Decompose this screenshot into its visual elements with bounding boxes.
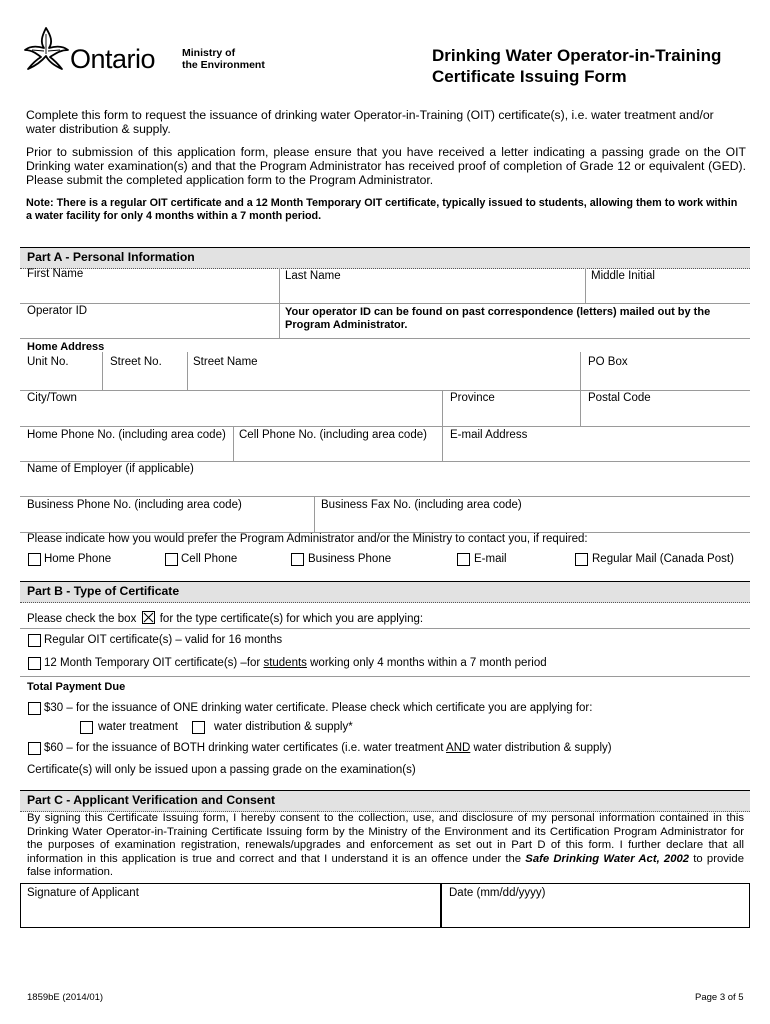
email-field[interactable]: E-mail Address (450, 429, 528, 441)
po-box-field[interactable]: PO Box (588, 356, 628, 368)
date-label: Date (mm/dd/yyyy) (449, 887, 546, 899)
street-no-field[interactable]: Street No. (110, 356, 162, 368)
email-option: E-mail (474, 553, 507, 565)
part-b-header (20, 581, 750, 603)
issued-note: Certificate(s) will only be issued upon a passing grade on the examination(s) (27, 764, 416, 776)
part-c-header (20, 790, 750, 812)
water-treatment-checkbox[interactable] (80, 721, 93, 734)
water-distribution-checkbox[interactable] (192, 721, 205, 734)
email-checkbox[interactable] (457, 553, 470, 566)
unit-no-field[interactable]: Unit No. (27, 356, 69, 368)
cell-phone-field[interactable]: Cell Phone No. (including area code) (239, 429, 427, 441)
intro-note: Note: There is a regular OIT certificate and a 12 Month Temporary OIT certificate, typically issued to students, allowing them to work within a water facility for only 4 months within a 7 month period. (26, 197, 738, 222)
consent-act: Safe Drinking Water Act, 2002 (525, 852, 690, 865)
temporary-oit-checkbox[interactable] (28, 657, 41, 670)
intro-paragraph-1: Complete this form to request the issuance of drinking water Operator-in-Training (OIT) certificate(s), i.e. water treatment and/or water distribution & supply. (26, 108, 714, 136)
logo-wordmark: Ontario (70, 44, 156, 74)
cell-phone-checkbox[interactable] (165, 553, 178, 566)
form-number: 1859bE (2014/01) (27, 992, 104, 1003)
street-name-field[interactable]: Street Name (193, 356, 258, 368)
temp-students: students (263, 657, 307, 669)
pay-60-and: AND (446, 742, 471, 754)
temp-prefix: 12 Month Temporary OIT certificate(s) –for (44, 657, 264, 669)
operator-id-field[interactable]: Operator ID (27, 305, 88, 317)
part-b-title: Part B - Type of Certificate (27, 584, 180, 598)
instruction-suffix: for the type certificate(s) for which you are applying: (159, 613, 424, 625)
pay-30-label: $30 – for the issuance of ONE drinking water certificate. Please check which certificate you are applying for: (44, 702, 593, 714)
part-a-header (20, 247, 750, 269)
pay-60-label (44, 742, 612, 755)
instruction-prefix: Please check the box (27, 613, 137, 625)
total-payment-title: Total Payment Due (27, 681, 126, 693)
cell-phone-option: Cell Phone (181, 553, 238, 565)
pay-60-prefix: $60 – for the issuance of BOTH drinking water certificates (i.e. water treatment (44, 742, 447, 754)
water-distribution-label: water distribution & supply* (214, 721, 353, 733)
postal-code-field[interactable]: Postal Code (588, 392, 651, 404)
temporary-oit-label (44, 657, 547, 670)
ministry-line-2: the Environment (182, 59, 265, 71)
checked-box-icon (142, 611, 155, 624)
home-phone-field[interactable]: Home Phone No. (including area code) (27, 429, 226, 441)
water-treatment-label: water treatment (98, 721, 178, 733)
last-name-field[interactable]: Last Name (285, 270, 341, 282)
home-phone-option: Home Phone (44, 553, 112, 565)
pay-60-checkbox[interactable] (28, 742, 41, 755)
business-phone-checkbox[interactable] (291, 553, 304, 566)
regular-mail-option: Regular Mail (Canada Post) (592, 553, 734, 565)
pay-30-checkbox[interactable] (28, 702, 41, 715)
ministry-line-1: Ministry of (182, 47, 236, 59)
business-fax-field[interactable]: Business Fax No. (including area code) (321, 499, 522, 511)
page-title (432, 45, 721, 87)
home-phone-checkbox[interactable] (28, 553, 41, 566)
signature-label: Signature of Applicant (27, 887, 139, 899)
part-b-instruction (27, 611, 423, 626)
business-phone-option: Business Phone (308, 553, 392, 565)
consent-text: By signing this Certificate Issuing form, I hereby consent to the collection, use, and disclosure of my personal information contained in this Drinking Water Operator-in-Training Certificate Issuing form by the Ministry of the Environment and its Certification Program Administrator for the purposes of examination registration, renewals/upgrades and enforcement as set out in Part D of this form. I further declare that all information in this application is true and correct and that I understand it is an offence under the (27, 812, 744, 865)
operator-id-note: Your operator ID can be found on past correspondence (letters) mailed out by the Program Administrator. (285, 306, 711, 331)
consent-paragraph (27, 812, 744, 880)
ontario-logo (22, 24, 172, 76)
middle-initial-field[interactable]: Middle Initial (591, 270, 655, 282)
regular-mail-checkbox[interactable] (575, 553, 588, 566)
business-phone-field[interactable]: Business Phone No. (including area code) (27, 499, 242, 511)
part-c-title: Part C - Applicant Verification and Consent (27, 793, 276, 807)
page-number: Page 3 of 5 (695, 992, 744, 1003)
title-line-1: Drinking Water Operator-in-Training (432, 46, 722, 65)
trillium-icon (22, 24, 72, 72)
contact-preference-label: Please indicate how you would prefer the Program Administrator and/or the Ministry to contact you, if required: (27, 533, 588, 545)
regular-oit-label: Regular OIT certificate(s) – valid for 16 months (44, 634, 283, 646)
first-name-field[interactable]: First Name (27, 268, 84, 280)
city-field[interactable]: City/Town (27, 392, 77, 404)
intro-paragraph-2: Prior to submission of this application form, please ensure that you have received a letter indicating a passing grade on the OIT Drinking water examination(s) and that the Program Administrator has received proof of completion of Grade 12 or equivalent (GED). Please submit the completed application form to the Program Administrator. (26, 145, 746, 187)
title-line-2: Certificate Issuing Form (432, 67, 627, 86)
part-a-title: Part A - Personal Information (27, 250, 195, 264)
consent-text-end: to provide false information. (27, 852, 744, 879)
ministry-name (182, 47, 265, 71)
employer-field[interactable]: Name of Employer (if applicable) (27, 463, 194, 475)
regular-oit-checkbox[interactable] (28, 634, 41, 647)
home-address-label: Home Address (27, 341, 105, 353)
temp-suffix: working only 4 months within a 7 month period (306, 657, 547, 669)
pay-60-suffix: water distribution & supply) (470, 742, 612, 754)
province-field[interactable]: Province (450, 392, 495, 404)
